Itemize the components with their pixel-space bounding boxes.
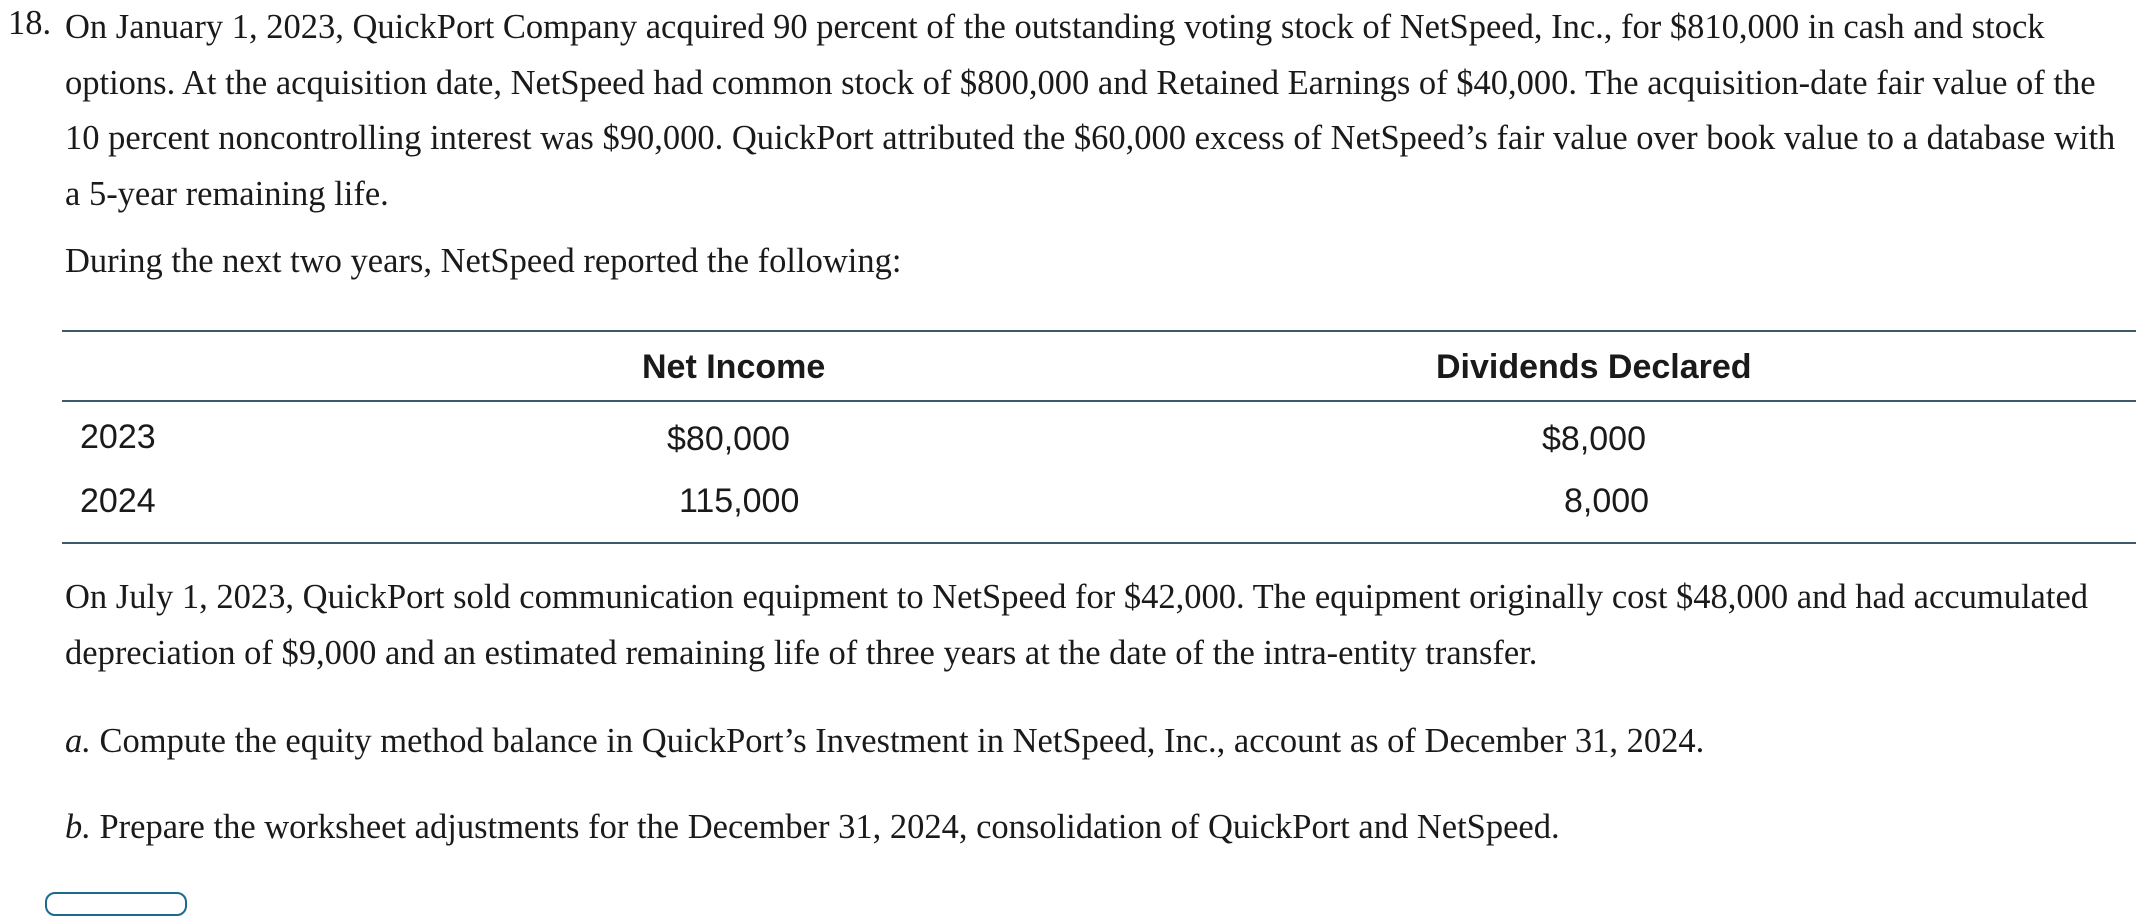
lead-in-text: During the next two years, NetSpeed reported the following: <box>65 242 902 280</box>
problem-intro-text: On January 1, 2023, QuickPort Company acquired 90 percent of the outstanding voting stock of NetSpeed, Inc., for $810,000 in cash and stock options. At the acquisition date, NetSpeed had common stock of $800,000 and Retained Earnings of $40,000. The acquisition-date fair value of the 10 percent noncontrolling interest was $90,000. QuickPort attributed the $60,000 excess of NetSpeed’s fair value over book value to a database with a 5-year remaining life. <box>65 8 2116 213</box>
part-b-text: Prepare the worksheet adjustments for the December 31, 2024, consolidation of QuickPort and NetSpeed. <box>99 808 1560 846</box>
problem-intro <box>65 0 2136 222</box>
table-row-net-income: $80,000 <box>667 420 790 458</box>
dividends-header: Dividends Declared <box>1436 348 1752 386</box>
part-a-question <box>65 714 2136 770</box>
table-row-year: 2024 <box>80 482 156 520</box>
table-row-net-income: 115,000 <box>679 482 800 520</box>
part-b-letter: b. <box>65 808 91 846</box>
part-a-text: Compute the equity method balance in QuickPort’s Investment in NetSpeed, Inc., account as of December 31, 2024. <box>99 722 1705 760</box>
table-row-year: 2023 <box>80 418 156 456</box>
problem-number: 18. <box>8 4 52 42</box>
table-row-dividends: $8,000 <box>1542 420 1646 458</box>
table-top-rule <box>62 330 2136 332</box>
net-income-header: Net Income <box>642 348 826 386</box>
part-b-question <box>65 800 2136 856</box>
table-row-dividends: 8,000 <box>1564 482 1650 520</box>
table-bottom-rule <box>62 542 2136 544</box>
part-a-letter: a. <box>65 722 91 760</box>
transfer-paragraph: On July 1, 2023, QuickPort sold communication equipment to NetSpeed for $42,000. The equipment originally cost $48,000 and had accumulated depreciation of $9,000 and an estimated remaining life of three years at the date of the intra-entity transfer. <box>65 578 2089 672</box>
table-header-rule <box>62 400 2136 402</box>
